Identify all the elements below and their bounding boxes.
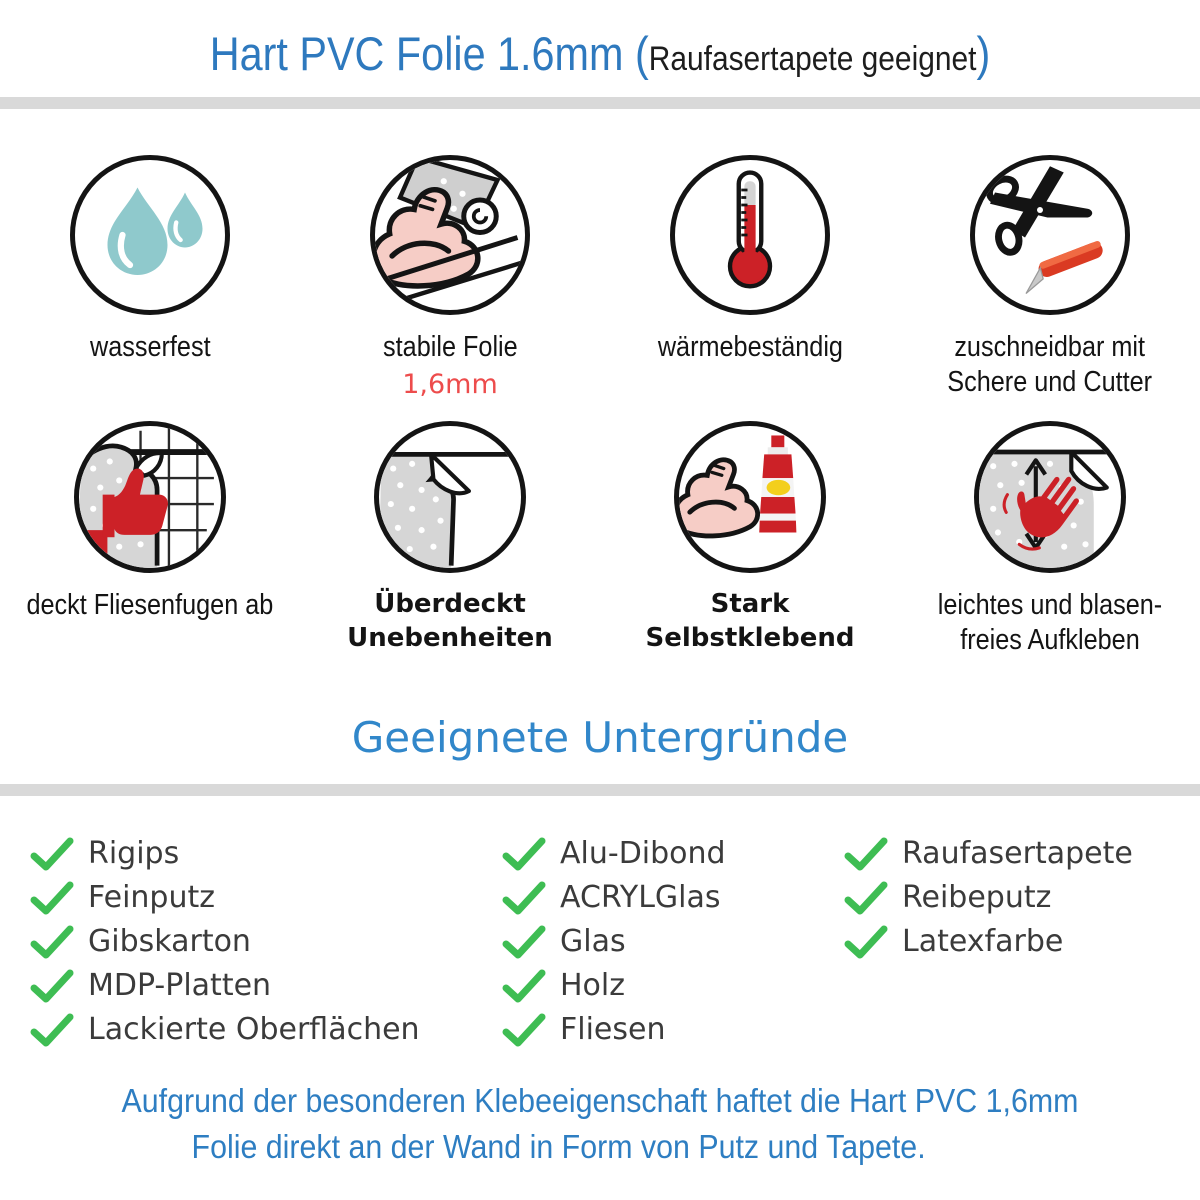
list-item-label: Fliesen	[560, 1012, 666, 1047]
divider-bar	[0, 784, 1200, 796]
footer-line-2: Folie direkt an der Wand in Form von Putz und Tapete.	[191, 1127, 926, 1165]
feature-label-line: freies Aufkleben	[960, 624, 1140, 657]
muscle-glue-tube-icon	[674, 421, 826, 573]
list-item-label: Holz	[560, 968, 625, 1003]
feature-aufkleben	[900, 421, 1200, 659]
surfaces-column-1	[30, 832, 502, 1052]
list-item-label: Glas	[560, 924, 626, 959]
water-drops-icon	[70, 155, 230, 315]
check-icon	[30, 1013, 74, 1047]
feature-label: wasserfest	[89, 331, 211, 363]
list-item-label: Raufasertapete	[902, 836, 1133, 871]
feature-label-line: Unebenheiten	[347, 622, 553, 653]
feature-label	[347, 588, 553, 656]
scissors-cutter-icon	[970, 155, 1130, 315]
feature-wasserfest	[0, 155, 300, 401]
list-item-label: Alu-Dibond	[560, 836, 726, 871]
list-item-label: MDP-Platten	[88, 968, 272, 1003]
check-icon	[502, 837, 546, 871]
feature-unebenheiten	[300, 421, 600, 659]
feature-fliesenfugen	[0, 421, 300, 659]
check-icon	[502, 925, 546, 959]
list-item	[844, 876, 1200, 920]
list-item-label: Latexfarbe	[902, 924, 1064, 959]
feature-row-1	[0, 155, 1200, 401]
feature-thickness-label: 1,6mm	[402, 369, 498, 401]
feature-label-line: Selbstklebend	[645, 622, 855, 653]
list-item	[502, 920, 844, 964]
check-icon	[30, 925, 74, 959]
feature-label	[938, 588, 1162, 659]
list-item	[844, 832, 1200, 876]
muscle-foil-icon	[370, 155, 530, 315]
feature-zuschneidbar	[900, 155, 1200, 401]
check-icon	[844, 925, 888, 959]
feature-label-line: Überdeckt	[374, 588, 526, 619]
list-item	[30, 832, 502, 876]
list-item	[844, 920, 1200, 964]
check-icon	[844, 881, 888, 915]
feature-label: wärmebeständig	[657, 331, 843, 363]
footer-note	[48, 1078, 1152, 1170]
list-item	[30, 876, 502, 920]
list-item-label: Lackierte Oberflächen	[88, 1012, 420, 1047]
check-icon	[844, 837, 888, 871]
list-item-label: Reibeputz	[902, 880, 1052, 915]
feature-label: stabile Folie	[382, 331, 518, 363]
check-icon	[30, 969, 74, 1003]
thumbs-up-tiles-icon	[74, 421, 226, 573]
hand-smoothing-icon	[974, 421, 1126, 573]
feature-label: deckt Fliesenfugen ab	[26, 588, 274, 621]
check-icon	[502, 969, 546, 1003]
divider-bar	[0, 97, 1200, 109]
feature-row-2	[0, 421, 1200, 659]
title-open-paren: (	[634, 27, 649, 80]
feature-label	[948, 330, 1153, 401]
check-icon	[502, 1013, 546, 1047]
surfaces-list	[0, 796, 1200, 1052]
list-item-label: Rigips	[88, 836, 180, 871]
list-item-label: ACRYLGlas	[560, 880, 721, 915]
surfaces-column-2	[502, 832, 844, 1052]
title-main: Hart PVC Folie 1.6mm	[209, 27, 635, 80]
surfaces-heading: Geeignete Untergründe	[351, 712, 849, 762]
list-item	[502, 832, 844, 876]
list-item	[30, 964, 502, 1008]
thermometer-icon	[670, 155, 830, 315]
feature-label-line: leichtes und blasen-	[937, 588, 1163, 621]
check-icon	[30, 837, 74, 871]
feature-label-line: zuschneidbar mit	[954, 331, 1146, 363]
list-item-label: Gibskarton	[88, 924, 251, 959]
list-item	[30, 920, 502, 964]
title-close-paren: )	[976, 27, 991, 80]
page-title	[72, 0, 1128, 81]
feature-label-line: Stark	[710, 588, 790, 619]
title-note: Raufasertapete geeignet	[648, 40, 977, 78]
check-icon	[502, 881, 546, 915]
list-item	[502, 964, 844, 1008]
feature-stabile-folie	[300, 155, 600, 401]
foil-fold-icon	[374, 421, 526, 573]
list-item	[30, 1008, 502, 1052]
check-icon	[30, 881, 74, 915]
feature-waermebestaendig	[600, 155, 900, 401]
feature-selbstklebend	[600, 421, 900, 659]
surfaces-column-3	[844, 832, 1200, 1052]
footer-line-1: Aufgrund der besonderen Klebeeigenschaft haftet die Hart PVC 1,6mm	[121, 1081, 1079, 1119]
list-item	[502, 876, 844, 920]
list-item-label: Feinputz	[88, 880, 215, 915]
feature-label-line: Schere und Cutter	[947, 366, 1153, 399]
list-item	[502, 1008, 844, 1052]
feature-label	[646, 588, 855, 656]
